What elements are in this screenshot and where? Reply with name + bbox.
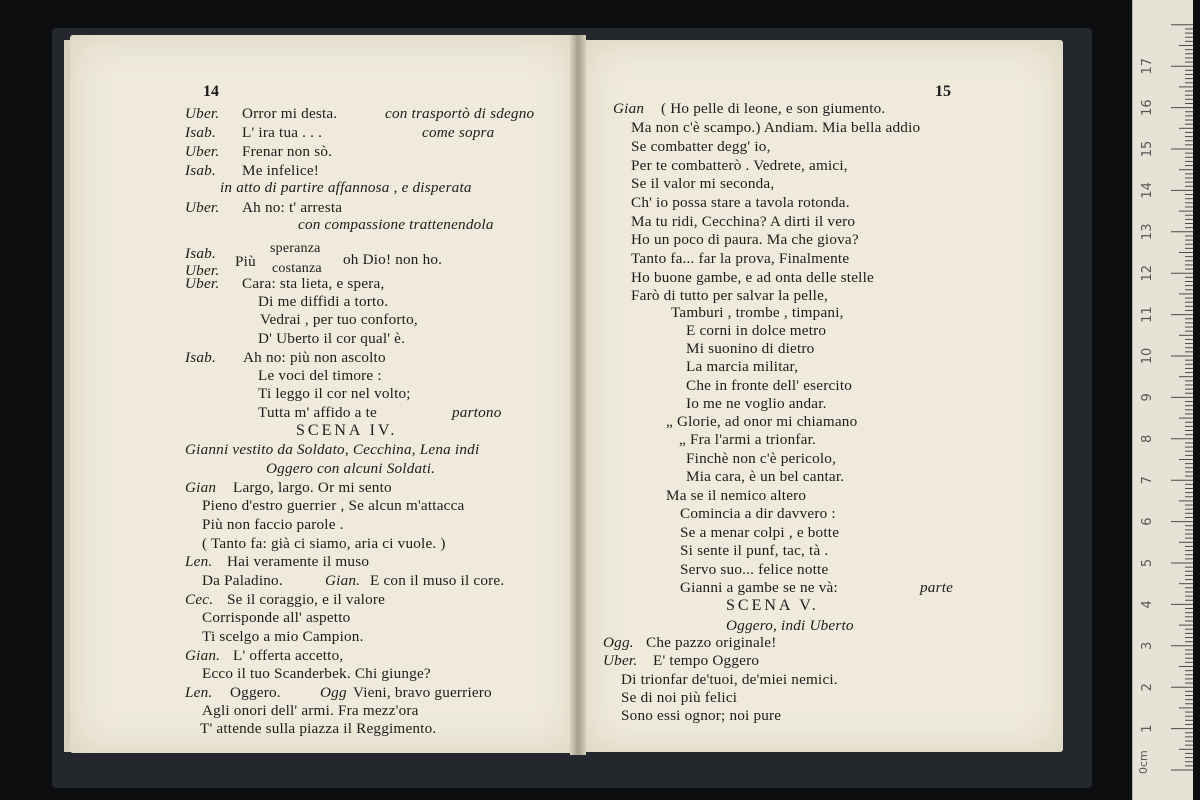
verse-text: speranza — [270, 241, 321, 256]
verse-text: Tutta m' affido a te — [258, 404, 377, 421]
ruler-number: 6 — [1140, 517, 1155, 526]
ruler-number: 17 — [1140, 57, 1155, 75]
speaker-name: Uber. — [185, 199, 220, 216]
verse-text: E' tempo Oggero — [653, 652, 760, 669]
ruler-number: 7 — [1140, 476, 1155, 485]
verse-text: D' Uberto il cor qual' è. — [258, 330, 406, 347]
stage-direction: Oggero con alcuni Soldati. — [266, 460, 436, 477]
verse-text: Se di noi più felici — [621, 689, 738, 706]
verse-text: Si sente il punf, tac, tà . — [680, 542, 829, 559]
ruler-number: 5 — [1140, 558, 1155, 568]
verse-text: Ah no: t' arresta — [242, 199, 343, 216]
ruler-number: 4 — [1140, 600, 1155, 609]
verse-text: Ma tu ridi, Cecchina? A dirti il vero — [631, 213, 856, 230]
verse-text: Più — [235, 253, 256, 270]
speaker-name: Uber. — [185, 262, 220, 279]
verse-text: „ Fra l'armi a trionfar. — [679, 431, 817, 448]
speaker-name: Len. — [185, 553, 213, 570]
ruler-number: 11 — [1140, 306, 1155, 323]
scene-heading: SCENA V. — [726, 597, 819, 614]
verse-text: Ah no: più non ascolto — [243, 349, 386, 366]
speaker-name: Ogg — [320, 684, 347, 701]
verse-text: Hai veramente il muso — [227, 553, 370, 570]
verse-text: Ho un poco di paura. Ma che giova? — [631, 231, 859, 248]
verse-text: Ma non c'è scampo.) Andiam. Mia bella addio — [631, 119, 921, 136]
stage-direction: parte — [920, 579, 954, 596]
verse-text: Ho buone gambe, e ad onta delle stelle — [631, 269, 874, 286]
ruler-number: 3 — [1140, 641, 1155, 650]
book-gutter — [570, 35, 586, 755]
verse-text: Se combatter degg' io, — [631, 138, 771, 155]
verse-text: Di me diffidi a torto. — [258, 293, 389, 310]
verse-text: Vieni, bravo guerriero — [353, 684, 492, 701]
verse-text: oh Dio! non ho. — [343, 251, 443, 268]
speaker-name: Uber. — [603, 652, 638, 669]
verse-text: Per te combatterò . Vedrete, amici, — [631, 157, 848, 174]
ruler-number: 1 — [1140, 724, 1155, 733]
verse-text: Servo suo... felice notte — [680, 561, 829, 578]
verse-text: Frenar non sò. — [242, 143, 333, 160]
speaker-name: Gian. — [325, 572, 361, 589]
verse-text: L' ira tua . . . — [242, 124, 323, 141]
verse-text: La marcia militar, — [686, 358, 799, 375]
stage-direction: partono — [452, 404, 502, 421]
stage-direction: in atto di partire affannosa , e disperata — [220, 179, 472, 196]
verse-text: Mia cara, è un bel cantar. — [686, 468, 845, 485]
verse-text: Me infelice! — [242, 162, 320, 179]
left-page-number: 14 — [203, 83, 219, 100]
ruler-number: 14 — [1140, 182, 1155, 199]
ruler-scale — [1133, 0, 1193, 800]
verse-text: Comincia a dir davvero : — [680, 505, 836, 522]
speaker-name: Gian — [613, 100, 645, 117]
ruler-number: 13 — [1140, 223, 1155, 241]
ruler-unit-label: 0cm — [1137, 750, 1150, 774]
stage-direction: come sopra — [422, 124, 495, 141]
verse-text: Io me ne voglio andar. — [686, 395, 827, 412]
verse-text: Che in fronte dell' esercito — [686, 377, 853, 394]
speaker-name: Gian. — [185, 647, 221, 664]
verse-text: Mi suonino di dietro — [686, 340, 815, 357]
verse-text: Pieno d'estro guerrier , Se alcun m'attacca — [202, 497, 465, 514]
speaker-name: Isab. — [185, 349, 216, 366]
right-page-number: 15 — [935, 83, 951, 100]
verse-text: Finchè non c'è pericolo, — [686, 450, 837, 467]
stage-direction: Oggero, indi Uberto — [726, 617, 854, 634]
verse-text: Vedrai , per tuo conforto, — [260, 311, 418, 328]
verse-text: ( Ho pelle di leone, e son giumento. — [661, 100, 886, 117]
ruler-number: 9 — [1140, 393, 1155, 402]
speaker-name: Isab. — [185, 162, 216, 179]
verse-text: Sono essi ognor; noi pure — [621, 707, 782, 724]
verse-text: Le voci del timore : — [258, 367, 382, 384]
verse-text: Ma se il nemico altero — [666, 487, 807, 504]
verse-text: Tamburi , trombe , timpani, — [671, 304, 844, 321]
verse-text: Se a menar colpi , e botte — [680, 524, 840, 541]
verse-text: Di trionfar de'tuoi, de'miei nemici. — [621, 671, 838, 688]
ruler-number: 10 — [1140, 347, 1155, 365]
measurement-ruler — [1132, 0, 1193, 800]
ruler-number: 12 — [1140, 264, 1155, 282]
stage-direction: con compassione trattenendola — [298, 216, 494, 233]
verse-text: Corrisponde all' aspetto — [202, 609, 351, 626]
verse-text: costanza — [272, 261, 322, 276]
verse-text: T' attende sulla piazza il Reggimento. — [200, 720, 437, 737]
verse-text: Ti scelgo a mio Campion. — [202, 628, 364, 645]
verse-text: E con il muso il core. — [370, 572, 505, 589]
speaker-name: Uber. — [185, 105, 220, 122]
verse-text: L' offerta accetto, — [233, 647, 344, 664]
verse-text: Cara: sta lieta, e spera, — [242, 275, 385, 292]
verse-text: Gianni a gambe se ne và: — [680, 579, 838, 596]
verse-text: Se il valor mi seconda, — [631, 175, 775, 192]
verse-text: „ Glorie, ad onor mi chiamano — [666, 413, 858, 430]
right-page — [583, 40, 1063, 752]
verse-text: Ch' io possa stare a tavola rotonda. — [631, 194, 850, 211]
speaker-name: Isab. — [185, 124, 216, 141]
ruler-number: 16 — [1140, 99, 1155, 116]
verse-text: Ti leggo il cor nel volto; — [258, 385, 411, 402]
verse-text: Agli onori dell' armi. Fra mezz'ora — [202, 702, 419, 719]
verse-text: Più non faccio parole . — [202, 516, 344, 533]
speaker-name: Ogg. — [603, 634, 634, 651]
scene-heading: SCENA IV. — [296, 422, 398, 439]
verse-text: E corni in dolce metro — [686, 322, 827, 339]
verse-text: Tanto fa... far la prova, Finalmente — [631, 250, 850, 267]
verse-text: Ecco il tuo Scanderbek. Chi giunge? — [202, 665, 431, 682]
speaker-name: Cec. — [185, 591, 214, 608]
speaker-name: Uber. — [185, 143, 220, 160]
ruler-number: 8 — [1140, 434, 1155, 443]
verse-text: Farò di tutto per salvar la pelle, — [631, 287, 829, 304]
speaker-name: Uber. — [185, 275, 220, 292]
verse-text: Da Paladino. — [202, 572, 283, 589]
speaker-name: Gian — [185, 479, 217, 496]
stage-direction: Gianni vestito da Soldato, Cecchina, Lena indi — [185, 441, 480, 458]
speaker-name: Len. — [185, 684, 213, 701]
stage-direction: con trasportò di sdegno — [385, 105, 535, 122]
verse-text: Orror mi desta. — [242, 105, 338, 122]
verse-text: Oggero. — [230, 684, 281, 701]
speaker-name: Isab. — [185, 245, 216, 262]
verse-text: ( Tanto fa: già ci siamo, aria ci vuole. ) — [202, 535, 446, 552]
ruler-number: 2 — [1140, 683, 1155, 692]
verse-text: Se il coraggio, e il valore — [227, 591, 386, 608]
left-page — [70, 35, 575, 753]
verse-text: Largo, largo. Or mi sento — [233, 479, 392, 496]
ruler-number: 15 — [1140, 140, 1155, 158]
verse-text: Che pazzo originale! — [646, 634, 777, 651]
